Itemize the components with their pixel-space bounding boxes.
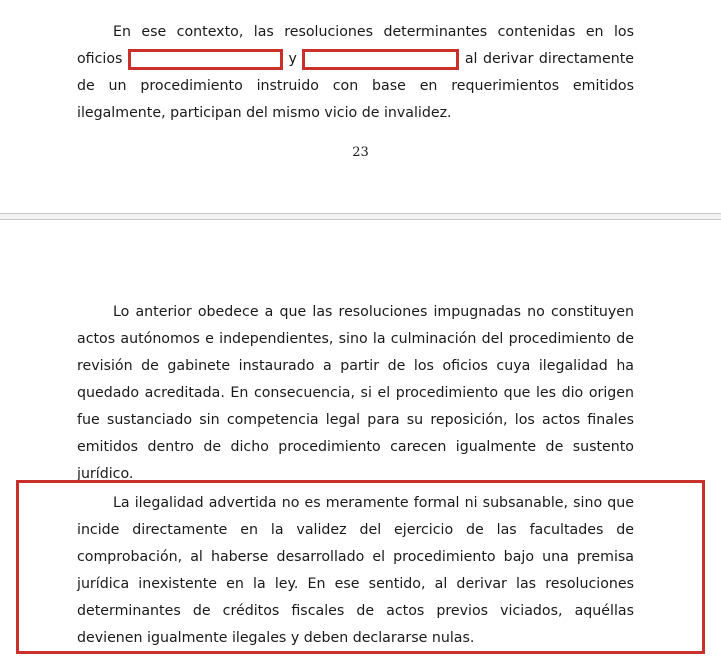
redacted-office-2 bbox=[302, 49, 459, 70]
top-paragraph-part1: En ese contexto, las resoluciones determinantes contenidas en los oficios bbox=[77, 24, 634, 67]
top-paragraph-part2: al derivar directamente de un procedimiento instruido con base en requerimientos emitidos ilegalmente, participan del mismo vicio de invalidez. bbox=[77, 51, 634, 121]
body-paragraph-2 bbox=[77, 490, 634, 652]
body-paragraph-2-text: La ilegalidad advertida no es meramente formal ni subsanable, sino que incide directamente en la validez del ejercicio de las facultades de comprobación, al haberse desarrollado el procedimiento bajo una premisa jurídica inexistente en la ley. En ese sentido, al derivar las resoluciones determinantes de créditos fiscales de actos previos viciados, aquéllas devienen igualmente ilegales y deben declararse nulas. bbox=[77, 495, 634, 646]
top-paragraph-connector: y bbox=[288, 51, 297, 67]
body-paragraph-1 bbox=[77, 299, 634, 488]
redacted-office-1 bbox=[128, 49, 283, 70]
body-paragraph-1-text: Lo anterior obedece a que las resoluciones impugnadas no constituyen actos autónomos e independientes, sino la culminación del procedimiento de revisión de gabinete instaurado a partir de los oficios cuya ilegalidad ha quedado acreditada. En consecuencia, si el procedimiento que les dio origen fue sustanciado sin competencia legal para su reposición, los actos finales emitidos dentro de dicho procedimiento carecen igualmente de sustento jurídico. bbox=[77, 304, 634, 482]
page-separator bbox=[0, 213, 721, 220]
top-paragraph bbox=[77, 19, 634, 127]
page-number: 23 bbox=[352, 145, 369, 160]
